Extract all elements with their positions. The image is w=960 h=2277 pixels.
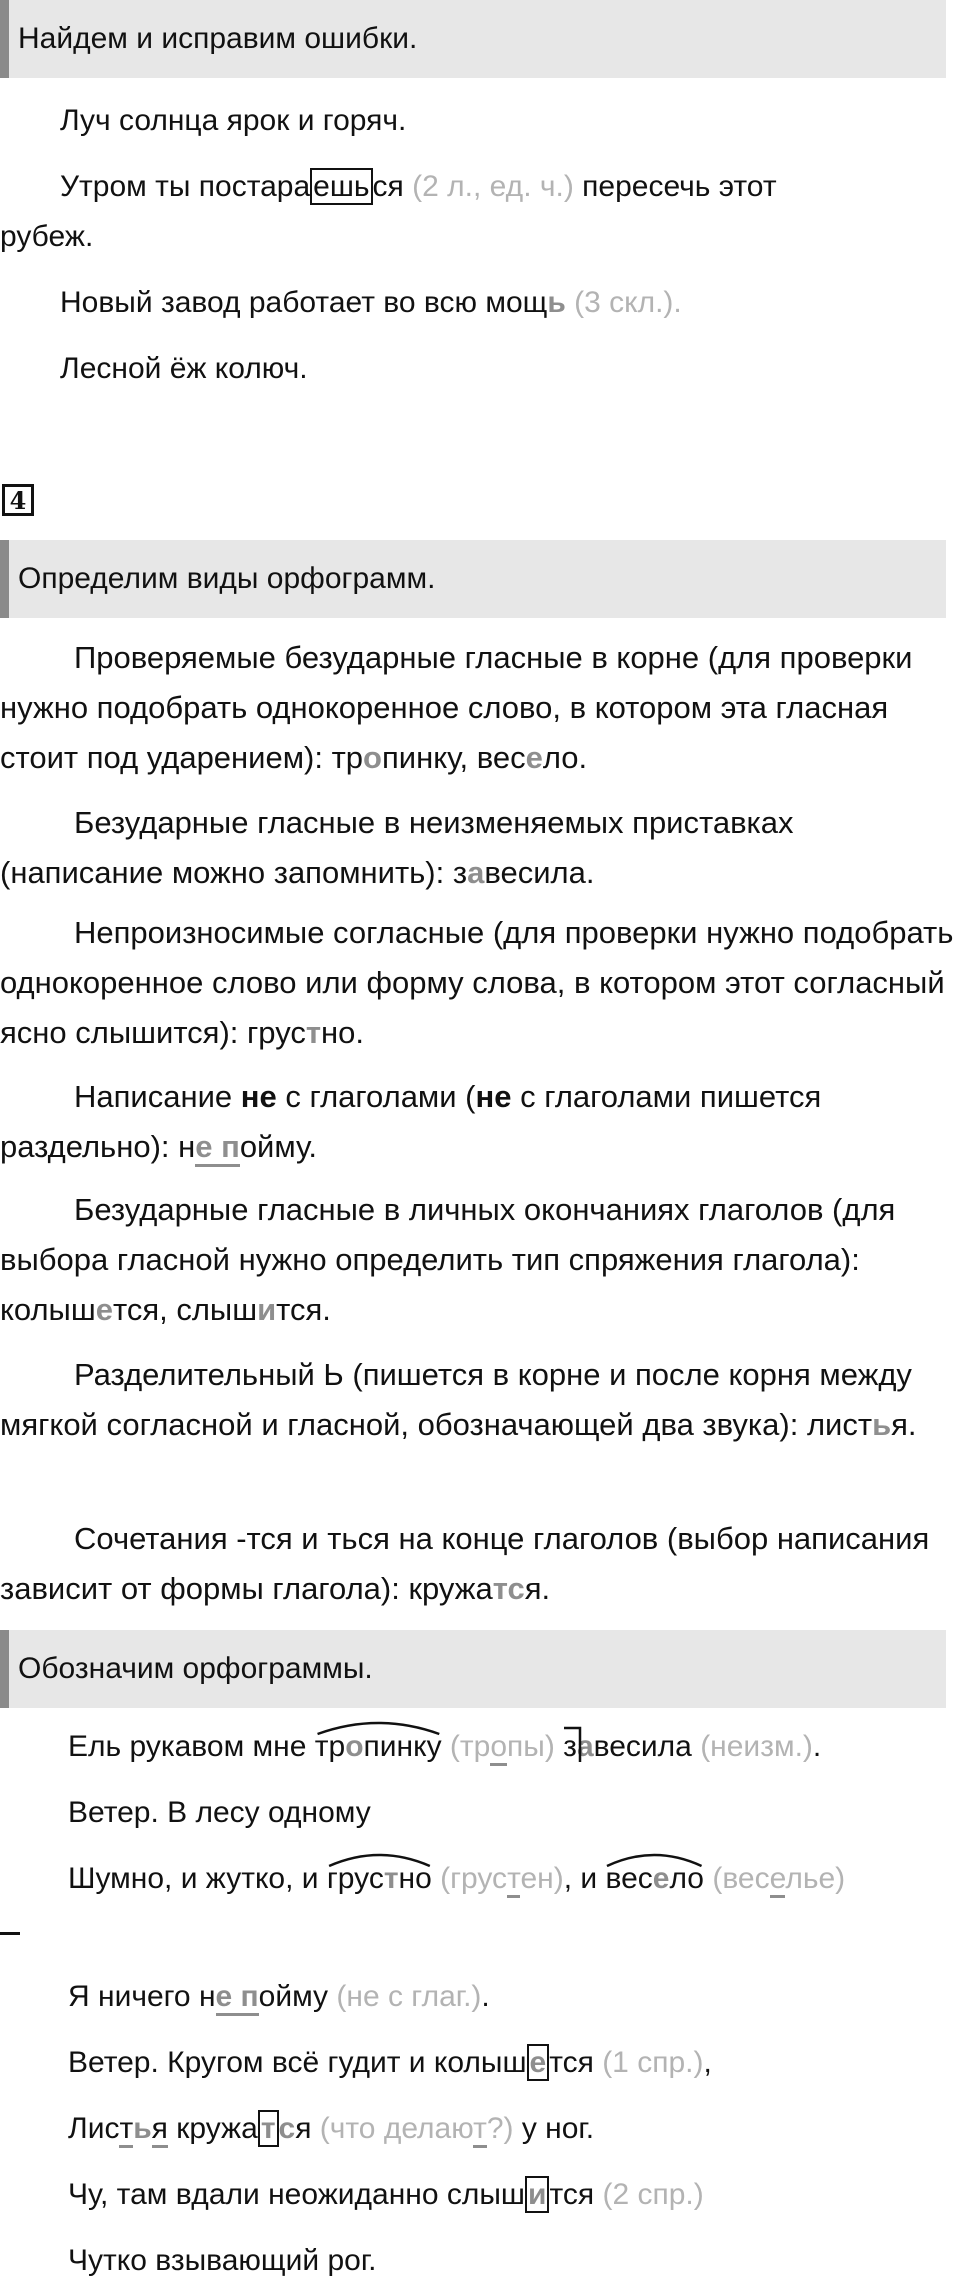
text: пересечь этот: [582, 170, 777, 203]
grammar-note: (3 скл.).: [574, 286, 682, 319]
ending-box: [525, 2176, 549, 2213]
text: Я ничего н: [68, 1980, 216, 2013]
text: Сочетания -тся и ться на конце глаголов (выбор написания зависит от формы глагола): кружа: [0, 1521, 930, 1606]
highlight-letter: е: [95, 1292, 113, 1327]
sentence-4: [60, 354, 308, 384]
text: Написание: [74, 1079, 241, 1114]
text: пы): [507, 1730, 555, 1763]
poem-line-4: [68, 1982, 490, 2012]
sentence-text: Луч солнца ярок и горяч.: [60, 104, 407, 137]
text: (вес: [704, 1862, 770, 1895]
underlined-letter: т: [119, 2112, 133, 2148]
check-note: [311, 2112, 513, 2148]
sentence-1: [60, 106, 406, 136]
highlight-letter: ь: [872, 1407, 892, 1442]
text: (тр: [441, 1730, 491, 1763]
root-arc-word: [605, 1864, 704, 1894]
poem-line-7: [68, 2180, 704, 2210]
highlight-underlined: е п: [216, 1980, 259, 2016]
text: Новый завод работает во всю мощ: [60, 286, 548, 319]
check-note: (1 спр.): [593, 2046, 704, 2079]
text: Разделительный Ь (пишется в корне и после корня между мягкой согласной и гласной, обозначающей два звука): лист: [0, 1357, 912, 1442]
text: .: [812, 1730, 822, 1763]
text: ?): [486, 2112, 514, 2145]
text: Безударные гласные в личных окончаниях глаголов (для выбора гласной нужно определить тип спряжения глагола): колыш: [0, 1192, 896, 1327]
text: (что делаю: [311, 2112, 474, 2145]
text: Непроизносимые согласные (для проверки нужно подобрать однокоренное слово или форму слова, в котором этот согласный ясно слышится): грус: [0, 915, 954, 1050]
check-note: [704, 1862, 845, 1898]
bold-text: не: [240, 1079, 277, 1114]
text: Безударные гласные в неизменяемых приставках (написание можно запомнить): з: [0, 805, 794, 890]
prefix-mark-icon: [563, 1726, 581, 1766]
section-header-text: Определим виды орфограмм.: [18, 562, 436, 595]
checked-letter: т: [507, 1862, 520, 1898]
check-note: (неизм.): [691, 1730, 813, 1763]
text: ,: [703, 2046, 712, 2079]
highlight-letter: т: [305, 1015, 322, 1050]
text: тся: [549, 2046, 594, 2079]
text: и: [528, 2178, 547, 2211]
root-arc-word: [315, 1732, 442, 1762]
stressed-letter: о: [490, 1730, 507, 1766]
text: я.: [891, 1407, 917, 1442]
rule-paragraph-4: [0, 1072, 955, 1172]
root-arc-icon: [605, 1848, 704, 1868]
root-arc-word: [327, 1864, 432, 1894]
text: ешь: [313, 170, 370, 203]
text: е: [529, 2046, 547, 2079]
highlight-letter: о: [345, 1730, 364, 1763]
sentence-2: [60, 172, 777, 202]
poem-line-6: [68, 2114, 594, 2144]
text: кружа: [167, 2112, 258, 2145]
section-header-errors: [0, 0, 946, 78]
text: с глаголами пишется раздельно): н: [0, 1079, 822, 1164]
text: Лис: [68, 2112, 120, 2145]
check-note: (2 спр.): [594, 2178, 704, 2211]
text: , и: [563, 1862, 606, 1895]
text: но.: [321, 1015, 365, 1050]
root-arc-icon: [327, 1848, 432, 1868]
text: с глаголами (: [276, 1079, 476, 1114]
section-header-spelling-types: [0, 540, 946, 618]
line-dash: [0, 1932, 20, 1935]
rule-paragraph-1: [0, 633, 955, 783]
text: тр: [314, 1730, 346, 1763]
text: Чутко взывающий рог.: [68, 2244, 377, 2277]
sentence-2-continued: [0, 222, 93, 252]
text: ойму: [258, 1980, 329, 2013]
highlight-letter: тс: [492, 1571, 525, 1606]
text: .: [481, 1980, 490, 2013]
text: у ног.: [513, 2112, 595, 2145]
highlight-letter: о: [363, 740, 382, 775]
highlight-underlined: е п: [195, 1129, 240, 1167]
ending-box: [310, 168, 372, 205]
text: я.: [524, 1571, 551, 1606]
check-note: [432, 1862, 564, 1898]
check-note: [442, 1730, 555, 1766]
text: ло.: [542, 740, 588, 775]
text: ен): [520, 1862, 564, 1895]
text: тся.: [276, 1292, 331, 1327]
rule-paragraph-6: [0, 1350, 955, 1450]
text: Чу, там вдали неожиданно слыш: [68, 2178, 526, 2211]
text: тся: [549, 2178, 595, 2211]
text: но: [398, 1862, 432, 1895]
poem-line-1: [68, 1732, 821, 1762]
text: вес: [605, 1862, 653, 1895]
poem-line-3: [68, 1864, 845, 1894]
ending-box: [258, 2110, 279, 2147]
text: грус: [326, 1862, 384, 1895]
text: пинку, вес: [381, 740, 526, 775]
text: пинку: [363, 1730, 442, 1763]
highlight-letter: т: [383, 1862, 399, 1895]
text: (грус: [431, 1862, 508, 1895]
text: Лесной ёж колюч.: [60, 352, 308, 385]
ending-box: [527, 2044, 550, 2081]
text: весила: [593, 1730, 692, 1763]
rule-paragraph-5: [0, 1185, 955, 1335]
checked-letter: т: [473, 2112, 487, 2148]
highlight-letter: ь: [133, 2112, 152, 2145]
text: рубеж.: [0, 220, 94, 253]
highlight-letter: а: [576, 1730, 594, 1763]
text: весила.: [484, 855, 595, 890]
stressed-letter: е: [770, 1862, 786, 1898]
highlight-letter: е: [652, 1862, 670, 1895]
check-note: (не с глаг.): [328, 1980, 482, 2013]
sentence-3: [60, 288, 682, 318]
poem-line-8: [68, 2246, 376, 2276]
task-number: 4: [2, 484, 34, 516]
text: ло: [669, 1862, 704, 1895]
section-header-text: Найдем и исправим ошибки.: [18, 22, 418, 55]
text: я: [295, 2112, 312, 2145]
text: Проверяемые безударные гласные в корне (для проверки нужно подобрать однокоренное слово, в котором эта гласная стоит под ударением): тр: [0, 640, 913, 775]
text: з: [563, 1730, 577, 1763]
poem-line-2: [68, 1798, 371, 1828]
poem-line-5: [68, 2048, 712, 2078]
text: Утром ты постара: [60, 170, 311, 203]
section-header-text: Обозначим орфограммы.: [18, 1652, 373, 1685]
highlight-letter: и: [257, 1292, 277, 1327]
rule-paragraph-3: [0, 908, 955, 1058]
rule-paragraph-2: [0, 798, 955, 898]
grammar-note: (2 л., ед. ч.): [412, 170, 574, 203]
highlight-letter: е: [525, 740, 543, 775]
highlight-letter: с: [278, 2112, 296, 2145]
text: ся: [372, 170, 404, 203]
prefix-marked-word: [563, 1732, 692, 1762]
text: Шумно, и жутко, и: [68, 1862, 327, 1895]
highlight-letter: а: [467, 855, 485, 890]
text: лье): [785, 1862, 846, 1895]
text: ойму.: [239, 1129, 318, 1164]
text: тся, слыш: [112, 1292, 258, 1327]
rule-paragraph-7: [0, 1514, 955, 1614]
text: Ветер. В лесу одному: [68, 1796, 371, 1829]
section-header-mark-spellings: [0, 1630, 946, 1708]
text: т: [260, 2112, 276, 2145]
underlined-letter: я: [152, 2112, 168, 2148]
text: Ветер. Кругом всё гудит и колыш: [68, 2046, 527, 2079]
root-arc-icon: [315, 1716, 442, 1736]
text: Ель рукавом мне: [68, 1730, 315, 1763]
highlight-letter: ь: [547, 286, 566, 319]
bold-text: не: [475, 1079, 512, 1114]
